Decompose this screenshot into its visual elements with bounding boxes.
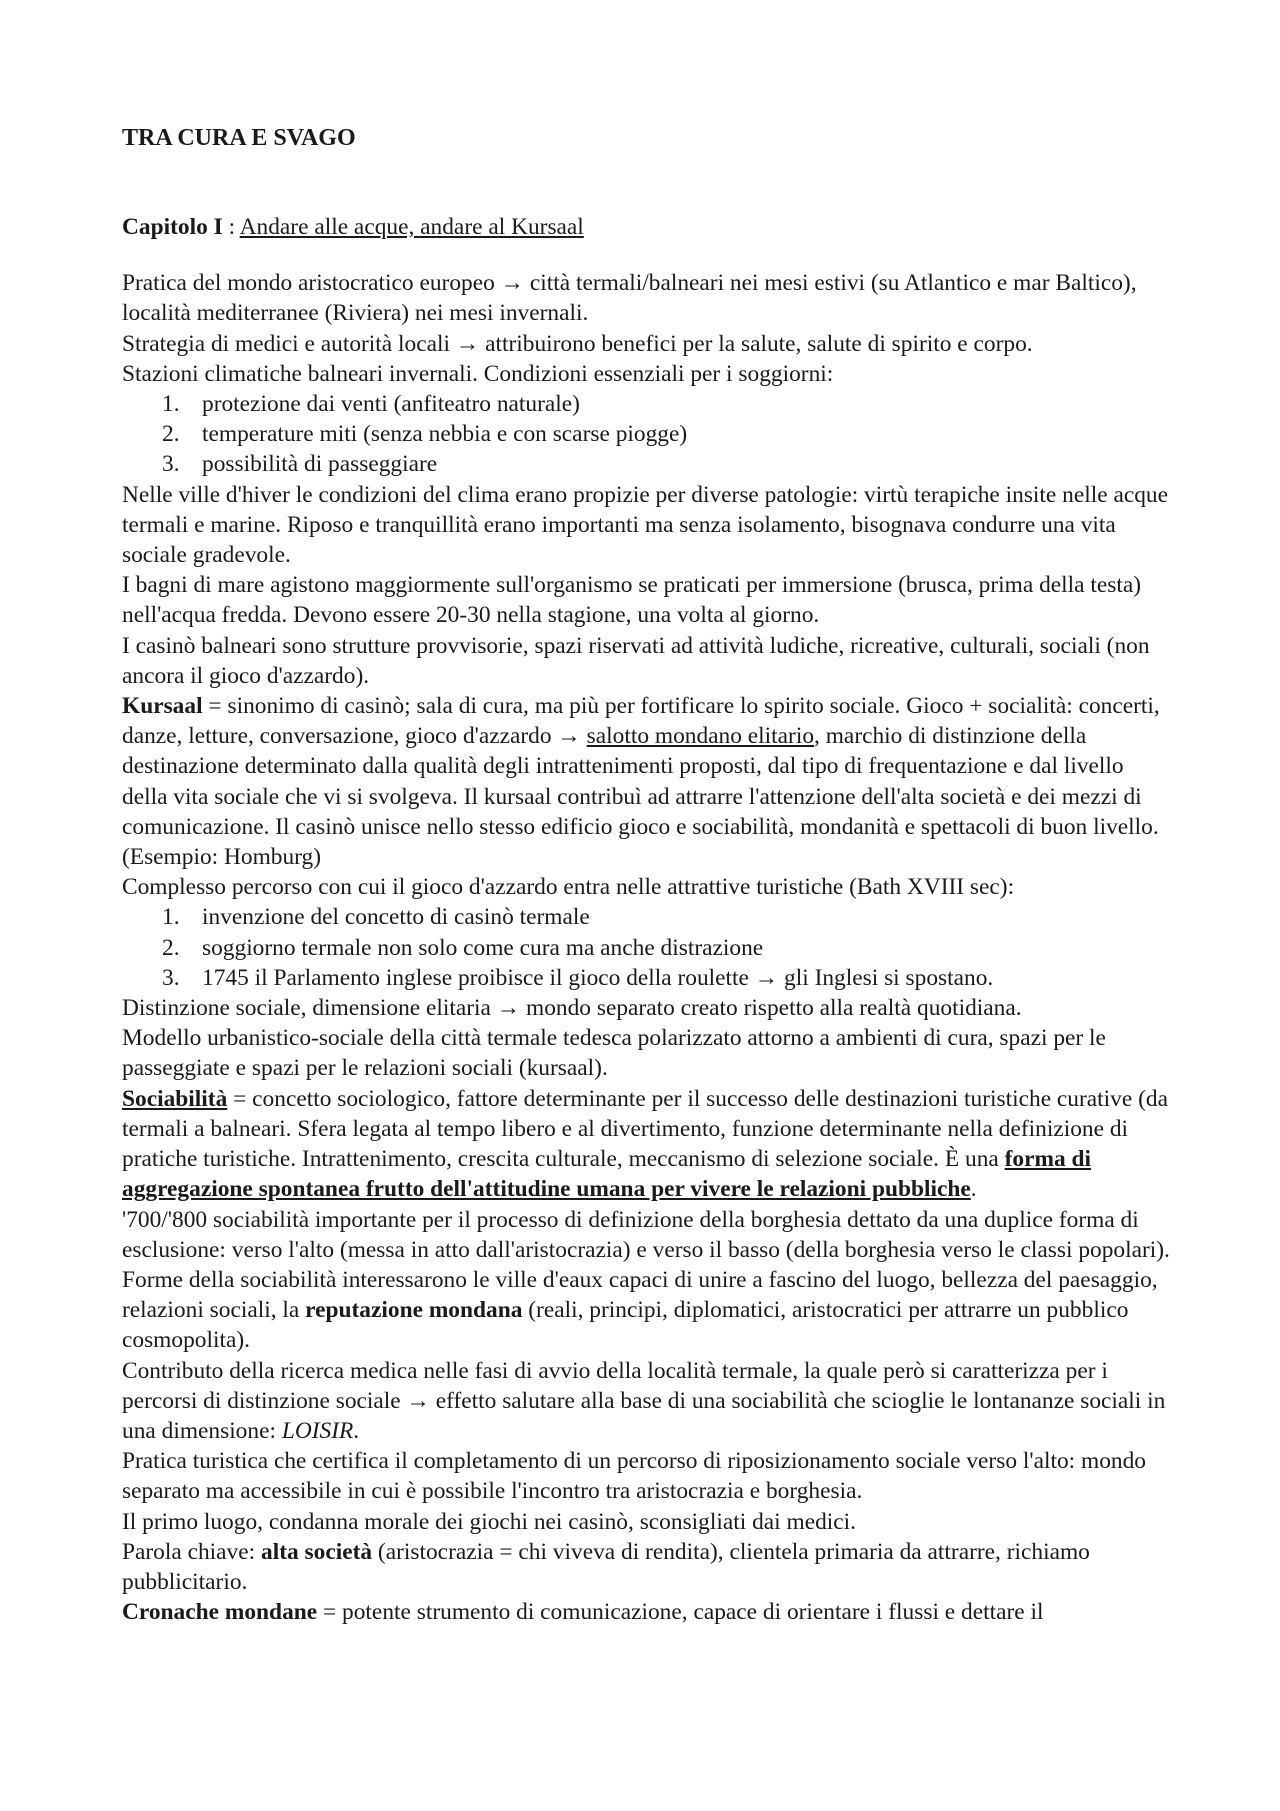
- p15-text-b: (aristocrazia = chi viveva di rendita), clientela primaria da attrarre, richiamo pubblicitario.: [122, 1538, 1090, 1595]
- paragraph-3: Stazioni climatiche balneari invernali. Condizioni essenziali per i soggiorni:: [122, 360, 834, 387]
- sociabilita-term: Sociabilità: [122, 1085, 228, 1112]
- chapter-name: Andare alle acque, andare al Kursaal: [239, 214, 584, 240]
- list-number: 2.: [162, 934, 180, 961]
- p16-bold: Cronache mondane: [122, 1599, 318, 1626]
- list-number: 1.: [162, 391, 180, 418]
- paragraph-8: Distinzione sociale, dimensione elitaria → mondo separato creato rispetto alla realtà quotidiana.: [122, 995, 1022, 1022]
- list-number: 3.: [162, 451, 180, 478]
- paragraph-12: [122, 1356, 1172, 1447]
- list-text: soggiorno termale non solo come cura ma anche distrazione: [202, 934, 764, 961]
- chapter-separator: :: [222, 214, 240, 240]
- kursaal-text-a: = sinonimo di casinò; sala di cura, ma più per fortificare lo spirito sociale. Gioco + socialità: concerti, danze, letture, conversazione, gioco d'azzardo →: [122, 693, 1160, 750]
- paragraph-16: [122, 1597, 1172, 1627]
- document-page: [122, 122, 1172, 1627]
- paragraph-11: [122, 1265, 1172, 1356]
- paragraph-10: '700/'800 sociabilità importante per il processo di definizione della borghesia dettato da una duplice forma di esclusione: verso l'alto (messa in atto dall'aristocrazia) e verso il basso (della borghesia verso le classi popolari).: [122, 1206, 1170, 1263]
- paragraph-1: Pratica del mondo aristocratico europeo → città termali/balneari nei mesi estivi (su Atlantico e mar Baltico), località mediterranee (Riviera) nei mesi invernali.: [122, 270, 1137, 327]
- sociabilita-emphasis: forma di aggregazione spontanea frutto dell'attitudine umana per vivere le relazioni pubbliche: [122, 1146, 1092, 1203]
- paragraph-7: Complesso percorso con cui il gioco d'azzardo entra nelle attrattive turistiche (Bath XVIII sec):: [122, 874, 1015, 901]
- sociabilita-paragraph: [122, 1084, 1172, 1205]
- list-number: 1.: [162, 904, 180, 931]
- list-item: [122, 933, 1172, 963]
- paragraph-5: I bagni di mare agistono maggiormente sull'organismo se praticati per immersione (brusca, prima della testa) nell'acqua fredda. Devono essere 20-30 nella stagione, una volta al giorno.: [122, 572, 1142, 629]
- p11-bold: reputazione mondana: [305, 1297, 523, 1324]
- p15-bold: alta società: [261, 1538, 373, 1565]
- kursaal-term: Kursaal: [122, 693, 203, 720]
- p15-text-a: Parola chiave:: [122, 1538, 261, 1565]
- chapter-heading: [122, 212, 1172, 242]
- sociabilita-text-a: = concetto sociologico, fattore determinante per il successo delle destinazioni turistiche curative (da termali a balneari. Sfera legata al tempo libero e al divertimento, funzione determinante nella definizione di pratiche turistiche. Intrattenimento, crescita culturale, meccanismo di selezione sociale. È una: [122, 1085, 1168, 1173]
- paragraph-14: Il primo luogo, condanna morale dei giochi nei casinò, sconsigliati dai medici.: [122, 1508, 857, 1535]
- kursaal-underlined: salotto mondano elitario: [586, 723, 815, 750]
- list-text: temperature miti (senza nebbia e con scarse piogge): [202, 421, 688, 448]
- paragraph-2: Strategia di medici e autorità locali → attribuirono benefici per la salute, salute di spirito e corpo.: [122, 330, 1033, 357]
- p11-text-a: Forme della sociabilità interessarono le ville d'eaux capaci di unire a fascino del luogo, bellezza del paesaggio, relazioni sociali, la: [122, 1266, 1158, 1324]
- list-text: protezione dai venti (anfiteatro naturale): [202, 391, 580, 418]
- p12-text-a: Contributo della ricerca medica nelle fasi di avvio della località termale, la quale però si caratterizza per i percorsi di distinzione sociale → effetto salutare alla base di una sociabilità che scioglie le lontananze sociali in una dimensione:: [122, 1357, 1166, 1444]
- conditions-list: [122, 389, 1172, 480]
- list-number: 2.: [162, 421, 180, 448]
- sociabilita-text-b: .: [970, 1176, 977, 1203]
- p16-text-a: = potente strumento di comunicazione, capace di orientare i flussi e dettare il: [317, 1599, 1044, 1626]
- p11-text-b: (reali, principi, diplomatici, aristocratici per attrarre un pubblico cosmopolita).: [122, 1297, 1129, 1354]
- list-text: possibilità di passeggiare: [202, 451, 438, 478]
- p12-italic: LOISIR: [281, 1417, 354, 1444]
- document-title: TRA CURA E SVAGO: [122, 125, 356, 151]
- gambling-list: [122, 902, 1172, 993]
- list-item: [122, 419, 1172, 449]
- list-item: [122, 449, 1172, 479]
- paragraph-9: Modello urbanistico-sociale della città termale tedesca polarizzato attorno a ambienti di cura, spazi per le passeggiate e spazi per le relazioni sociali (kursaal).: [122, 1025, 1106, 1082]
- list-item: [122, 963, 1172, 993]
- list-item: [122, 902, 1172, 932]
- list-text: invenzione del concetto di casinò termale: [202, 904, 590, 931]
- list-number: 3.: [162, 964, 180, 991]
- paragraph-4: Nelle ville d'hiver le condizioni del clima erano propizie per diverse patologie: virtù terapiche insite nelle acque termali e marine. Riposo e tranquillità erano importanti ma senza isolamento, bisognava condurre una vita sociale gradevole.: [122, 481, 1168, 569]
- list-item: [122, 389, 1172, 419]
- paragraph-13: Pratica turistica che certifica il completamento di un percorso di riposizionamento sociale verso l'alto: mondo separato ma accessibile in cui è possibile l'incontro tra aristocrazia e borghesia.: [122, 1448, 1146, 1505]
- chapter-label: Capitolo I: [122, 214, 223, 240]
- list-text: 1745 il Parlamento inglese proibisce il gioco della roulette → gli Inglesi si spostano.: [202, 964, 994, 991]
- p12-text-b: .: [353, 1417, 360, 1444]
- kursaal-text-b: , marchio di distinzione della destinazione determinato dalla qualità degli intrattenimenti proposti, dal tipo di frequentazione e dal livello della vita sociale che vi si svolgeva. Il kursaal contribuì ad attrarre l'attenzione dell'alta società e dei mezzi di comunicazione. Il casinò unisce nello stesso edificio gioco e sociabilità, mondanità e spettacoli di buon livello. (Esempio: Homburg): [122, 723, 1159, 871]
- paragraph-15: [122, 1537, 1172, 1597]
- kursaal-paragraph: [122, 691, 1172, 872]
- paragraph-6: I casinò balneari sono strutture provvisorie, spazi riservati ad attività ludiche, ricreative, culturali, sociali (non ancora il gioco d'azzardo).: [122, 632, 1150, 689]
